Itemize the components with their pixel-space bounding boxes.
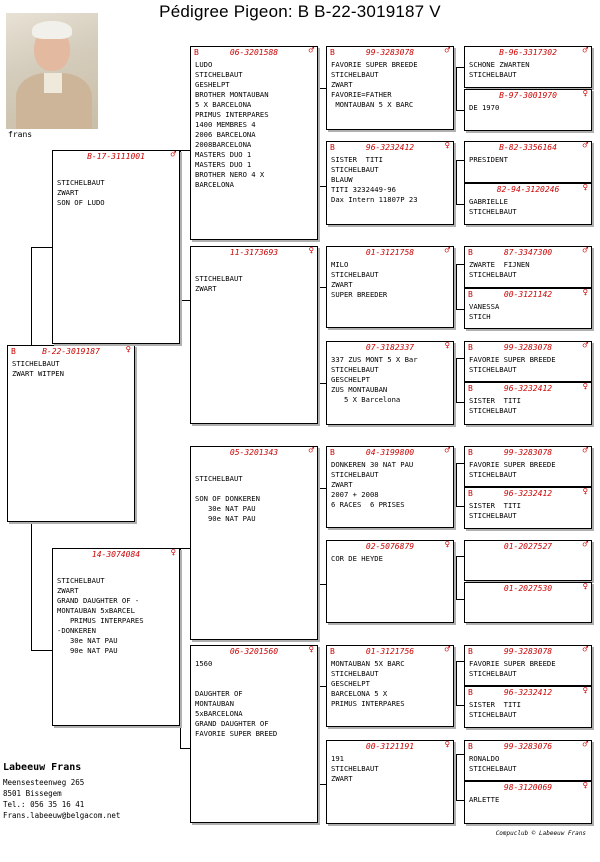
ring-number: 98-3120069 [503,783,553,792]
ring-number: 07-3182337 [365,343,415,352]
ring-number: 04-3199800 [365,448,415,457]
pigeon-notes: SCHONE ZWARTEN STICHELBAUT [469,60,530,79]
connector-line [456,204,464,205]
connector-line [180,748,190,749]
pigeon-notes: FAVORIE SUPER BREEDE STICHELBAUT ZWART FAVORIE=FATHER MONTAUBAN 5 X BARC [331,60,418,109]
pigeon-card-sss[interactable] [326,46,454,130]
photo-shirt-shape [44,73,62,93]
pigeon-card-dss[interactable] [326,446,454,528]
pigeon-notes: STICHELBAUT ZWART [195,274,243,293]
country-code: B [468,448,473,457]
connector-line [31,650,52,651]
pigeon-notes: MILO STICHELBAUT ZWART SUPER BREEDER [331,260,388,299]
sex-icon: ♂ [582,740,588,750]
connector-line [456,67,457,110]
sex-icon: ♀ [582,382,588,392]
pigeon-notes [465,552,591,556]
sex-icon: ♀ [444,540,450,550]
pigeon-notes [465,594,591,598]
sex-icon: ♀ [582,582,588,592]
connector-line [456,358,464,359]
country-code: B [468,248,473,257]
pigeon-card-g15[interactable] [464,740,592,781]
connector-line [456,463,464,464]
connector-line [456,556,464,557]
pigeon-card-header [191,47,317,58]
sex-icon: ♀ [582,487,588,497]
ring-number: 96-3232412 [503,384,553,393]
pigeon-notes: SISTER TITI STICHELBAUT [469,501,521,520]
ring-number: B-96-3317302 [499,48,557,57]
ring-number: 05-3201343 [229,448,279,457]
connector-line [456,110,464,111]
connector-line [180,150,181,300]
connector-line [180,548,181,748]
country-code: B [194,48,199,57]
pigeon-notes: 191 STICHELBAUT ZWART [331,754,379,783]
pigeon-card-g10[interactable] [464,487,592,529]
pigeon-card-header [465,342,591,353]
pigeon-notes: STICHELBAUT ZWART GRAND DAUGHTER OF - MONTAUBAN 5xBARCEL PRIMUS INTERPARES -DONKEREN 30e NAT PAU 90e NAT PAU [57,576,144,655]
pigeon-card-g13[interactable] [464,645,592,686]
pigeon-notes: RONALDO STICHELBAUT [469,754,517,773]
sex-icon: ♀ [170,548,176,558]
ring-number: 96-3232412 [365,143,415,152]
sex-icon: ♀ [582,89,588,99]
connector-line [456,705,464,706]
connector-line [456,800,464,801]
pigeon-notes: 1560 DAUGHTER OF MONTAUBAN 5xBARCELONA GRAND DAUGHTER OF FAVORIE SUPER BREED [195,659,278,738]
pigeon-card-g11[interactable] [464,540,592,581]
ring-number: B-22-3019187 [42,347,100,356]
pigeon-card-header [327,646,453,657]
pigeon-notes: ARLETTE [469,795,500,804]
sex-icon: ♂ [582,341,588,351]
pigeon-card-header [8,346,134,357]
connector-line [456,67,464,68]
sex-icon: ♂ [444,246,450,256]
sex-icon: ♂ [444,446,450,456]
pigeon-card-g14[interactable] [464,686,592,728]
country-code: B [468,742,473,751]
pigeon-card-header [465,583,591,594]
pigeon-notes: MONTAUBAN 5X BARC STICHELBAUT GESCHELPT BARCELONA 5 X PRIMUS INTERPARES [331,659,405,708]
connector-line [31,247,52,248]
country-code: B [330,48,335,57]
connector-line [456,556,457,599]
ring-number: B-82-3356164 [499,143,557,152]
pigeon-notes: DONKEREN 30 NAT PAU STICHELBAUT ZWART 2007 + 2008 6 RACES 6 PRISES [331,460,414,509]
pigeon-card-ds[interactable] [190,446,318,640]
sex-icon: ♂ [582,645,588,655]
pigeon-card-header [327,247,453,258]
pigeon-notes: SISTER TITI STICHELBAUT [469,396,521,415]
sex-icon: ♀ [582,781,588,791]
connector-line [456,309,464,310]
pigeon-card-header [53,151,179,162]
country-code: B [330,448,335,457]
pigeon-card-header [465,142,591,153]
ring-number: 99-3283078 [365,48,415,57]
pigeon-notes: FAVORIE SUPER BREEDE STICHELBAUT [469,659,556,678]
connector-line [318,488,319,584]
ring-number: 96-3232412 [503,489,553,498]
sex-icon: ♂ [308,46,314,56]
sex-icon: ♂ [582,141,588,151]
ring-number: B-17-3111001 [87,152,145,161]
pigeon-card-header [465,488,591,499]
sex-icon: ♂ [170,150,176,160]
pigeon-card-header [327,741,453,752]
owner-info [3,762,120,821]
sex-icon: ♀ [582,686,588,696]
pigeon-card-header [327,142,453,153]
country-code: B [468,489,473,498]
ring-number: 99-3283078 [503,343,553,352]
sex-icon: ♂ [444,645,450,655]
owner-city: 8501 Bissegem [3,789,62,798]
ring-number: 01-2027527 [503,542,553,551]
pigeon-card-header [465,447,591,458]
pigeon-card-g5[interactable] [464,246,592,288]
pigeon-card-dd[interactable] [190,645,318,823]
connector-line [31,522,32,650]
pigeon-card-sdd[interactable] [326,341,454,425]
ring-number: 99-3283078 [503,647,553,656]
pigeon-card-header [465,289,591,300]
pigeon-card-header [53,549,179,560]
connector-line [318,287,319,383]
pigeon-card-g1[interactable] [464,46,592,88]
connector-line [318,186,326,187]
pigeon-card-header [465,47,591,58]
pigeon-card-header [465,383,591,394]
ring-number: 99-3283078 [503,448,553,457]
sex-icon: ♂ [582,46,588,56]
pigeon-card-header [191,646,317,657]
country-code: B [11,347,16,356]
sex-icon: ♂ [582,540,588,550]
pigeon-card-g3[interactable] [464,141,592,183]
ring-number: 02-5076879 [365,542,415,551]
country-code: B [468,343,473,352]
pigeon-notes: 337 ZUS MONT 5 X Bar STICHELBAUT GESCHELPT ZUS MONTAUBAN 5 X Barcelona [331,355,418,404]
connector-line [456,599,464,600]
pigeon-card-header [327,342,453,353]
pigeon-card-header [327,541,453,552]
pigeon-notes: STICHELBAUT ZWART SON OF LUDO [57,178,105,207]
sex-icon: ♀ [582,183,588,193]
pigeon-notes: DE 1970 [469,103,500,112]
pigeon-card-header [465,90,591,101]
pigeon-card-subject[interactable] [7,345,135,522]
sex-icon: ♂ [444,46,450,56]
ring-number: 99-3283076 [503,742,553,751]
ring-number: 06-3201588 [229,48,279,57]
pigeon-notes: GABRIELLE STICHELBAUT [469,197,517,216]
country-code: B [468,688,473,697]
pigeon-card-g4[interactable] [464,183,592,225]
owner-name: Labeeuw Frans [3,762,82,773]
pigeon-card-sds[interactable] [326,246,454,328]
pigeon-card-header [465,687,591,698]
connector-line [180,150,190,151]
connector-line [456,463,457,506]
pigeon-card-ss[interactable] [190,46,318,240]
pigeon-notes: COR DE HEYDE [331,554,383,563]
page-title: Pédigree Pigeon: B B-22-3019187 V [159,2,441,21]
ring-number: 06-3201560 [229,647,279,656]
sex-icon: ♀ [308,246,314,256]
connector-line [318,488,326,489]
pigeon-notes: FAVORIE SUPER BREEDE STICHELBAUT [469,355,556,374]
pigeon-notes: STICHELBAUT ZWART WITPEN [12,359,64,378]
pigeon-card-g16[interactable] [464,781,592,824]
pigeon-card-g6[interactable] [464,288,592,329]
pigeon-notes: ZWARTE FIJNEN STICHELBAUT [469,260,530,279]
pigeon-notes: VANESSA STICH [469,302,500,321]
connector-line [456,754,457,800]
owner-email[interactable]: Frans.labeeuw@belgacom.net [3,811,121,820]
pigeon-card-dsd[interactable] [326,540,454,623]
connector-line [180,300,190,301]
connector-line [456,160,464,161]
ring-number: 11-3173693 [229,248,279,257]
photo-caption: frans [8,130,33,139]
footer-credit: Compuclub © Labeeuw Frans [495,830,586,837]
pigeon-card-g2[interactable] [464,89,592,131]
sex-icon: ♀ [444,141,450,151]
country-code: B [330,647,335,656]
owner-photo [6,13,98,129]
pigeon-card-header [191,247,317,258]
sex-icon: ♀ [308,645,314,655]
connector-line [318,287,326,288]
pigeon-card-ddd[interactable] [326,740,454,824]
ring-number: 00-3121191 [365,742,415,751]
pigeon-card-header [465,782,591,793]
connector-line [31,247,32,345]
connector-line [318,383,326,384]
ring-number: 01-3121756 [365,647,415,656]
country-code: B [468,290,473,299]
connector-line [456,661,457,705]
pigeon-card-header [327,447,453,458]
connector-line [456,402,464,403]
sex-icon: ♂ [582,446,588,456]
pigeon-notes: LUDO STICHELBAUT GESHELPT BROTHER MONTAUBAN 5 X BARCELONA PRIMUS INTERPARES 1400 MEMBRES 4 2006 BARCELONA 2008BARCELONA MASTERS DUO 1 MASTERS DUO 1 BROTHER NERO 4 X BARCELONA [195,60,269,189]
ring-number: 14-3074084 [91,550,141,559]
pigeon-card-header [191,447,317,458]
connector-line [318,686,319,784]
connector-line [456,754,464,755]
ring-number: 82-94-3120246 [496,185,560,194]
connector-line [456,661,464,662]
sex-icon: ♂ [308,446,314,456]
connector-line [180,548,190,549]
pigeon-card-ssd[interactable] [326,141,454,225]
pigeon-notes: SISTER TITI STICHELBAUT BLAUW TITI 3232449-96 Dax Intern 11807P 23 [331,155,418,204]
connector-line [456,506,464,507]
country-code: B [468,647,473,656]
pigeon-notes: FAVORIE SUPER BREEDE STICHELBAUT [469,460,556,479]
pigeon-card-header [465,247,591,258]
pigeon-notes: STICHELBAUT SON OF DONKEREN 30e NAT PAU 90e NAT PAU [195,474,260,523]
connector-line [318,686,326,687]
sex-icon: ♀ [444,341,450,351]
pigeon-card-sd[interactable] [190,246,318,424]
pigeon-card-g8[interactable] [464,382,592,425]
sex-icon: ♀ [444,740,450,750]
pigeon-card-dds[interactable] [326,645,454,727]
country-code: B [468,384,473,393]
photo-hair-shape [32,21,72,39]
pigeon-notes: PRESIDENT [469,155,508,164]
ring-number: 96-3232412 [503,688,553,697]
ring-number: 01-2027530 [503,584,553,593]
connector-line [456,160,457,204]
pigeon-card-sire[interactable] [52,150,180,344]
pigeon-notes: SISTER TITI STICHELBAUT [469,700,521,719]
ring-number: 01-3121758 [365,248,415,257]
connector-line [318,784,326,785]
pigeon-card-header [465,184,591,195]
pigeon-card-header [465,541,591,552]
ring-number: 87-3347300 [503,248,553,257]
connector-line [318,88,326,89]
country-code: B [330,143,335,152]
pigeon-card-g9[interactable] [464,446,592,487]
connector-line [318,584,326,585]
owner-phone: Tel.: 056 35 16 41 [3,800,85,809]
pigeon-card-g12[interactable] [464,582,592,623]
ring-number: B-97-3001970 [499,91,557,100]
pigeon-card-header [327,47,453,58]
connector-line [456,264,464,265]
pigeon-card-dam[interactable] [52,548,180,726]
connector-line [318,88,319,186]
pigeon-card-header [465,741,591,752]
connector-line [456,264,457,309]
sex-icon: ♂ [582,246,588,256]
pigeon-card-g7[interactable] [464,341,592,382]
owner-address: Meensesteenweg 265 [3,778,85,787]
sex-icon: ♀ [125,345,131,355]
pigeon-card-header [465,646,591,657]
ring-number: 00-3121142 [503,290,553,299]
sex-icon: ♀ [582,288,588,298]
connector-line [456,358,457,402]
